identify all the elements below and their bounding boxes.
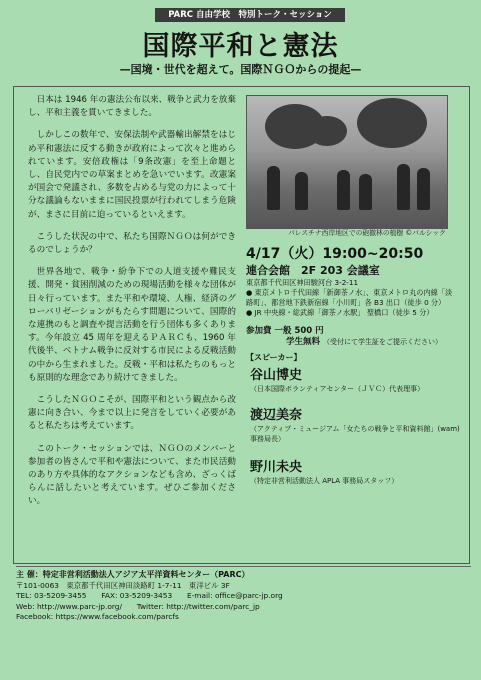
organizer-address: 〒101-0063 東京都千代田区神田淡路町 1-7-11 東洋ビル 3F <box>16 580 230 590</box>
fee-note: （受付にて学生証をご提示ください） <box>322 338 442 346</box>
speaker-name: 谷山博史 <box>250 368 303 383</box>
photo-caption: パレスチナ西岸地区での砲撤林の植樹 ©パルシック <box>288 229 446 237</box>
fee-student: 学生無料 <box>286 337 321 347</box>
page-subtitle: —国境・世代を超えて。国際ＮＧＯからの提起— <box>119 63 362 76</box>
fee-general: 一般 500 円 <box>274 326 324 336</box>
page-title: 国際平和と憲法 <box>142 31 339 62</box>
body-text <box>28 94 236 518</box>
paragraph: 日本は 1946 年の憲法公布以来、戦争と武力を放棄し、平和主義を貫いてきました。 <box>28 95 236 119</box>
access-info-jr: ● JR 中央線・総武線「御茶ノ水駅」 聖橋口（徒歩 5 分） <box>246 308 434 317</box>
speakers-label: 【スピーカー】 <box>246 353 302 362</box>
access-info-metro: ● 東京メトロ千代田線「新御茶ノ水」、東京メトロ丸の内線「淡路町」、都営地下鉄新宿線「小川町」各 B3 出口（徒歩 0 分） <box>246 288 453 307</box>
footer <box>16 566 471 623</box>
organizer-facebook: Facebook: https://www.facebook.com/parcfs <box>16 612 179 621</box>
organizer-web: Web: http://www.parc-jp.org/ Twitter: http://twitter.com/parc_jp <box>16 601 260 611</box>
speaker-name: 野川未央 <box>250 460 303 475</box>
speaker-role: （日本国際ボランティアセンター（ＪＶＣ）代表理事） <box>250 385 425 393</box>
event-banner: PARC 自由学校 特別トーク・セッション <box>155 8 345 22</box>
event-venue: 連合会館 2F 203 会議室 <box>246 264 380 277</box>
paragraph: こうしたＮＧＯこそが、国際平和という観点から改憲に向き合い、今まで以上に発言をしていく必要があると私たちは考えています。 <box>28 395 236 432</box>
paragraph: こうした状況の中で、私たち国際ＮＧＯは何ができるのでしょうか？ <box>28 231 236 256</box>
speaker-role: （特定非営利活動法人 APLA 事務局スタッフ） <box>250 477 399 485</box>
organizer-contact: TEL: 03-5209-3455 FAX: 03-5209-3453 E-mail: office@parc-jp.org <box>16 591 283 600</box>
event-photo <box>246 95 448 229</box>
speaker-role: （アクティブ・ミュージアム「女たちの戦争と平和資料館」(wam) 事務局長） <box>250 425 460 443</box>
organizer: 主 催：特定非営利活動法人アジア太平洋資料センター（PARC） <box>16 570 250 579</box>
speaker-name: 渡辺美奈 <box>250 408 303 423</box>
fee-info <box>246 326 442 348</box>
fee-label: 参加費 <box>246 326 272 336</box>
paragraph: このトーク・セッションでは、ＮＧＯのメンバーと参加者の皆さんで平和や憲法について、また市民活動のあり方や具体的なアクションなども含め、ざっくばらんに話したいと考えています。ぜひご参加ください。 <box>28 443 236 507</box>
event-datetime: 4/17（火）19:00~20:50 <box>246 246 424 262</box>
venue-address: 東京都千代田区神田駿河台 3-2-11 <box>246 278 359 287</box>
paragraph: 世界各地で、戦争・紛争下での人道支援や難民支援、開発・貧困削減のための現場活動を様々な団体が日々行っています。また平和や環境、人権、経済のグローバリゼーションがもたらす問題について、国際的な連携のもと調査や提言活動を行う団体も多くあります。今年設立 45 周年を迎えるＰＡＲＣも、1960 年代後半、ベトナム戦争に反対する市民による反戦活動の中から生まれました。反戦・平和は私たちのもっとも原則的な理念であり続けてきました。 <box>28 267 236 383</box>
paragraph: しかしこの数年で、安保法制や武器輸出解禁をはじめ平和憲法に反する動きが政府によって次々と進められています。安倍政権は「9条改憲」を至上命題とし、自民党内での草案まとめを急いでいます。改憲案が国会で発議され、多数を占める与党の力によって十分な議論もないままに国民投票が行われてしまう危険が、まさに目前に迫っているといえます。 <box>28 130 236 220</box>
